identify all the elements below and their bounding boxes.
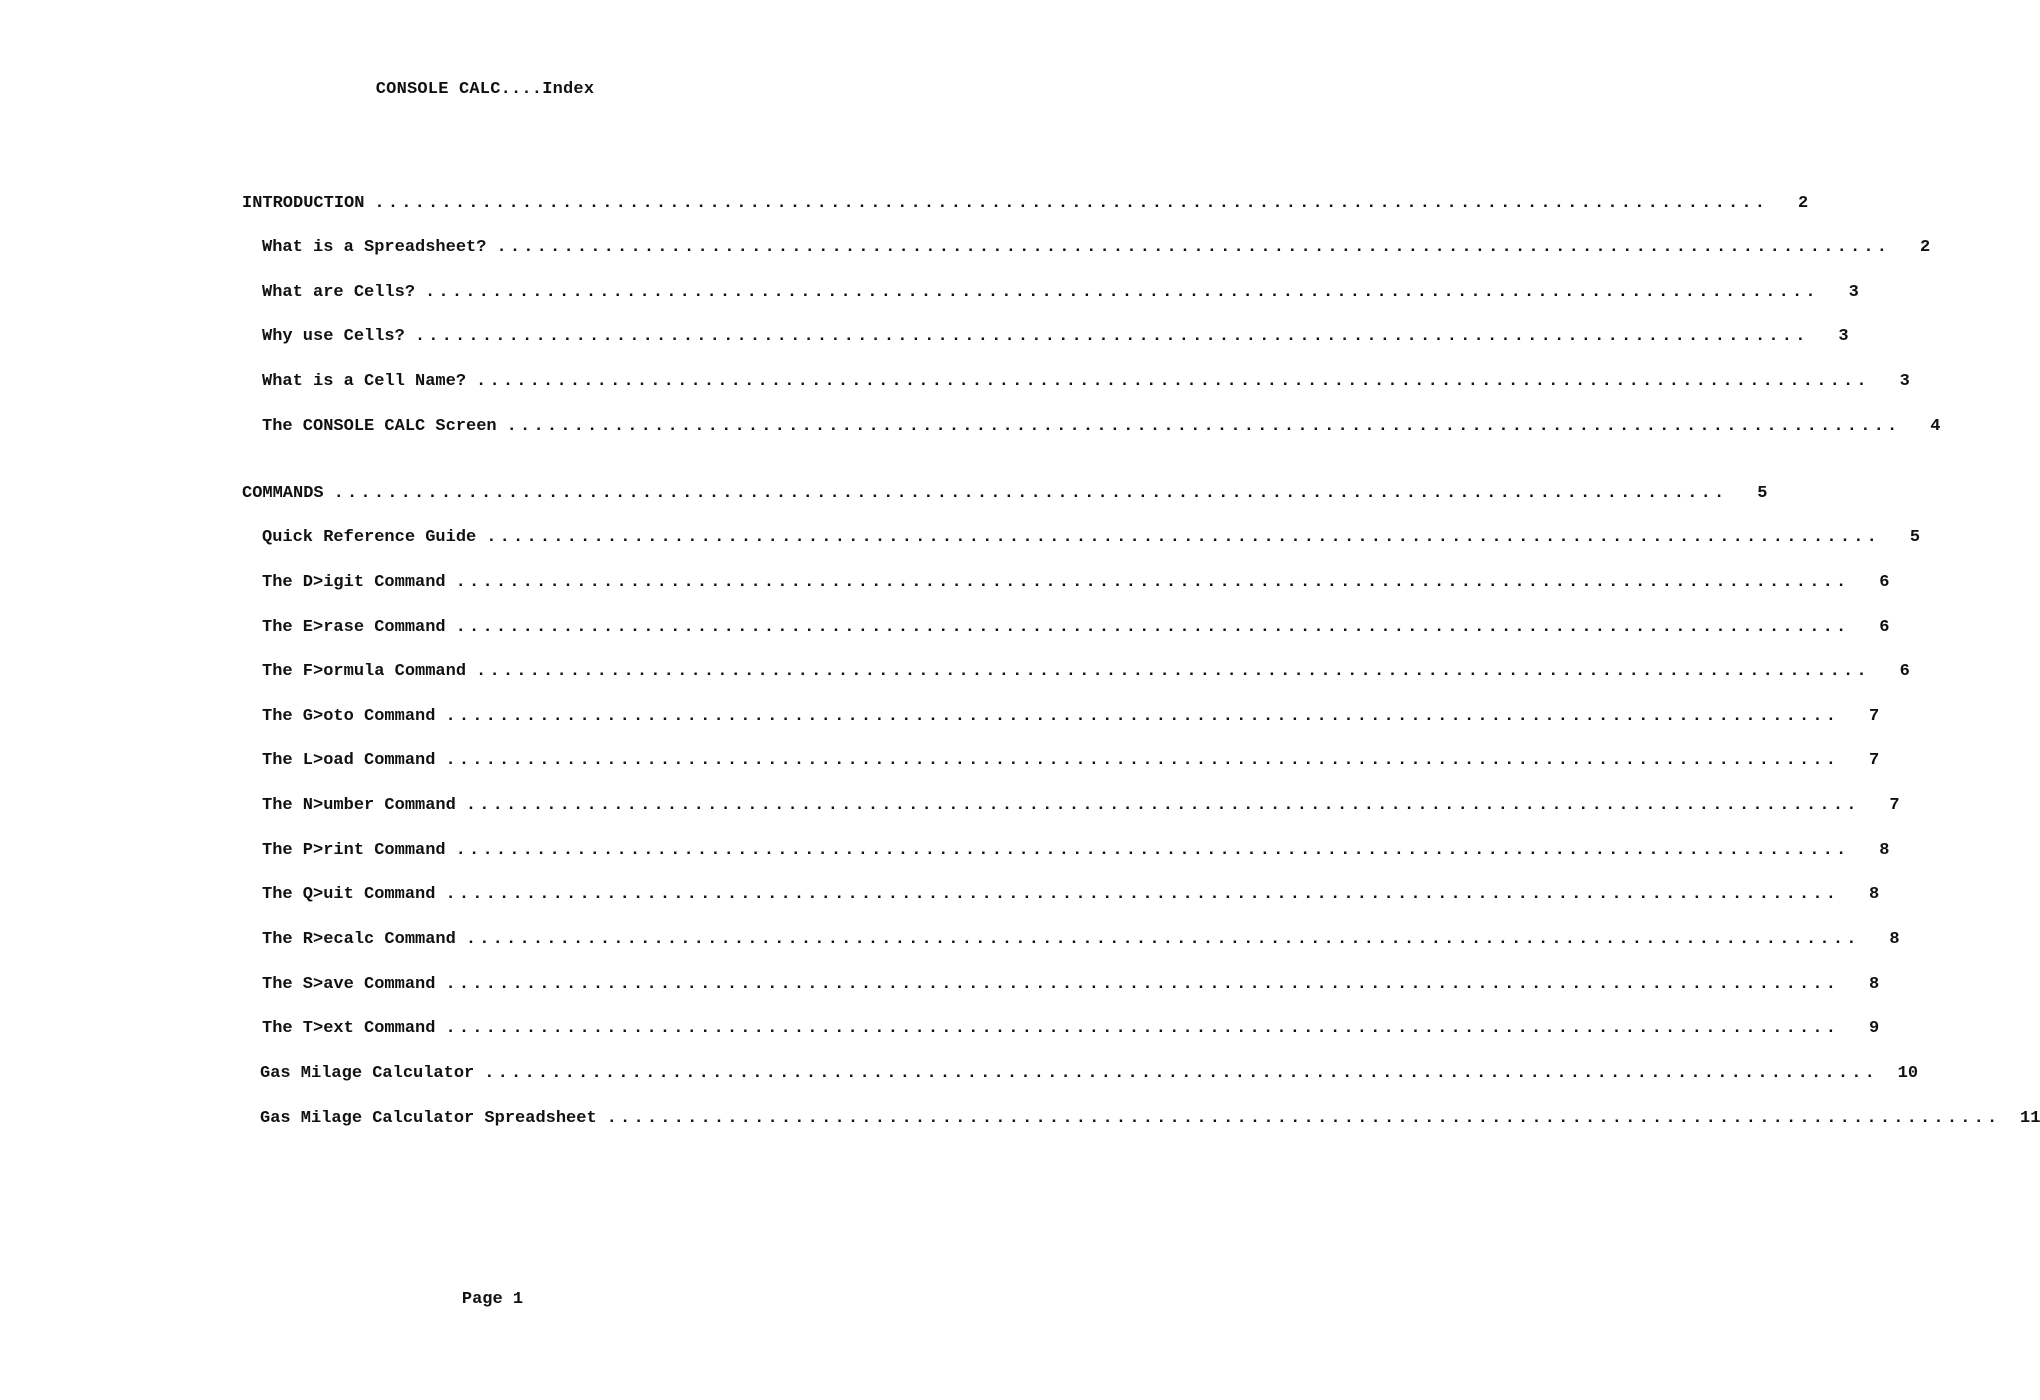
toc-entry <box>262 372 1910 396</box>
dot-leader: ........................................................................................................ <box>445 975 1840 994</box>
toc-entry <box>262 618 1890 642</box>
toc-entry <box>262 238 1931 262</box>
toc-page-number: 7 <box>1889 796 1900 815</box>
dot-leader: ........................................................................................................ <box>445 707 1840 726</box>
toc-page-number: 8 <box>1869 885 1880 904</box>
toc-entry-label: The CONSOLE CALC Screen <box>262 417 497 436</box>
toc-entry <box>262 751 1880 775</box>
page-title: CONSOLE CALC....Index <box>375 80 595 99</box>
toc-entry <box>262 707 1880 731</box>
toc-page-number: 6 <box>1879 618 1890 637</box>
toc-page-number: 5 <box>1909 528 1921 547</box>
toc-page-number: 2 <box>1920 238 1931 257</box>
page-footer: Page 1 <box>461 1290 524 1309</box>
toc-page-number: 3 <box>1848 283 1859 302</box>
toc-entry <box>260 1064 1919 1088</box>
toc-entry-label: Quick Reference Guide <box>262 528 477 547</box>
toc-page-number: 8 <box>1869 975 1880 994</box>
toc-entry-label: Gas Milage Calculator <box>260 1064 475 1083</box>
dot-leader: ........................................................................................................ <box>455 841 1850 860</box>
toc-entry-label: The S>ave Command <box>262 975 436 994</box>
toc-page-number: 8 <box>1879 841 1890 860</box>
dot-leader: ........................................................................................................ <box>445 1019 1840 1038</box>
toc-section-label: INTRODUCTION <box>242 194 365 213</box>
toc-entry <box>262 662 1910 686</box>
dot-leader: ........................................................................................................ <box>484 1064 1879 1083</box>
toc-page-number: 5 <box>1757 484 1768 503</box>
toc-page-number: 4 <box>1930 417 1941 436</box>
toc-entry <box>262 327 1849 351</box>
toc-page-number: 7 <box>1869 751 1880 770</box>
toc-entry-label: The L>oad Command <box>262 751 436 770</box>
toc-entry-label: The N>umber Command <box>262 796 456 815</box>
toc-page-number: 10 <box>1897 1064 1919 1083</box>
toc-entry <box>262 796 1900 820</box>
dot-leader: ........................................................................................................ <box>476 372 1870 391</box>
toc-entry-label: The D>igit Command <box>262 573 446 592</box>
toc-section-introduction <box>242 194 1809 218</box>
dot-leader: ........................................................................................................ <box>496 238 1891 257</box>
toc-entry-label: The G>oto Command <box>262 707 436 726</box>
dot-leader: ........................................................................................................ <box>333 484 1728 503</box>
toc-entry <box>262 283 1859 307</box>
dot-leader: ........................................................................................................ <box>486 528 1881 547</box>
toc-entry-label: The E>rase Command <box>262 618 446 637</box>
dot-leader: ........................................................................................................ <box>465 930 1860 949</box>
toc-page-number: 9 <box>1869 1019 1880 1038</box>
toc-entry-label: What is a Cell Name? <box>262 372 467 391</box>
dot-leader: ........................................................................................................ <box>374 194 1769 213</box>
dot-leader: ........................................................................................................ <box>455 573 1850 592</box>
toc-entry <box>262 930 1900 954</box>
toc-page-number: 2 <box>1798 194 1809 213</box>
toc-entry <box>262 841 1890 865</box>
dot-leader: ........................................................................................................ <box>445 885 1840 904</box>
toc-entry-label: The Q>uit Command <box>262 885 436 904</box>
toc-entry-label: The F>ormula Command <box>262 662 467 681</box>
toc-page-number: 3 <box>1899 372 1910 391</box>
toc-entry <box>262 573 1890 597</box>
toc-entry-label: Why use Cells? <box>262 327 405 346</box>
toc-page-number: 7 <box>1869 707 1880 726</box>
dot-leader: ........................................................................................................ <box>476 662 1870 681</box>
toc-page-number: 3 <box>1838 327 1849 346</box>
toc-page-number: 6 <box>1899 662 1910 681</box>
dot-leader: ........................................................................................................ <box>465 796 1860 815</box>
toc-section-label: COMMANDS <box>242 484 324 503</box>
dot-leader: ........................................................................................................ <box>425 283 1819 302</box>
toc-entry <box>262 975 1880 999</box>
toc-page-number: 8 <box>1889 930 1900 949</box>
dot-leader: ........................................................................................................ <box>414 327 1809 346</box>
dot-leader: ........................................................................................................ <box>455 618 1850 637</box>
dot-leader: ........................................................................................................ <box>506 417 1901 436</box>
toc-entry-label: The T>ext Command <box>262 1019 436 1038</box>
toc-entry <box>260 1109 2040 1133</box>
toc-entry-label: Gas Milage Calculator Spreadsheet <box>260 1109 597 1128</box>
toc-entry <box>262 528 1921 552</box>
dot-leader: ........................................................................................................ <box>445 751 1840 770</box>
toc-entry <box>262 885 1880 909</box>
toc-page-number: 11 <box>2020 1109 2040 1128</box>
toc-entry-label: The P>rint Command <box>262 841 446 860</box>
toc-entry-label: The R>ecalc Command <box>262 930 456 949</box>
toc-entry <box>262 417 1941 441</box>
dot-leader: ........................................................................................................ <box>606 1109 2001 1128</box>
toc-entry-label: What is a Spreadsheet? <box>262 238 487 257</box>
toc-page-number: 6 <box>1879 573 1890 592</box>
toc-entry-label: What are Cells? <box>262 283 416 302</box>
toc-section-commands <box>242 484 1768 508</box>
toc-entry <box>262 1019 1880 1043</box>
